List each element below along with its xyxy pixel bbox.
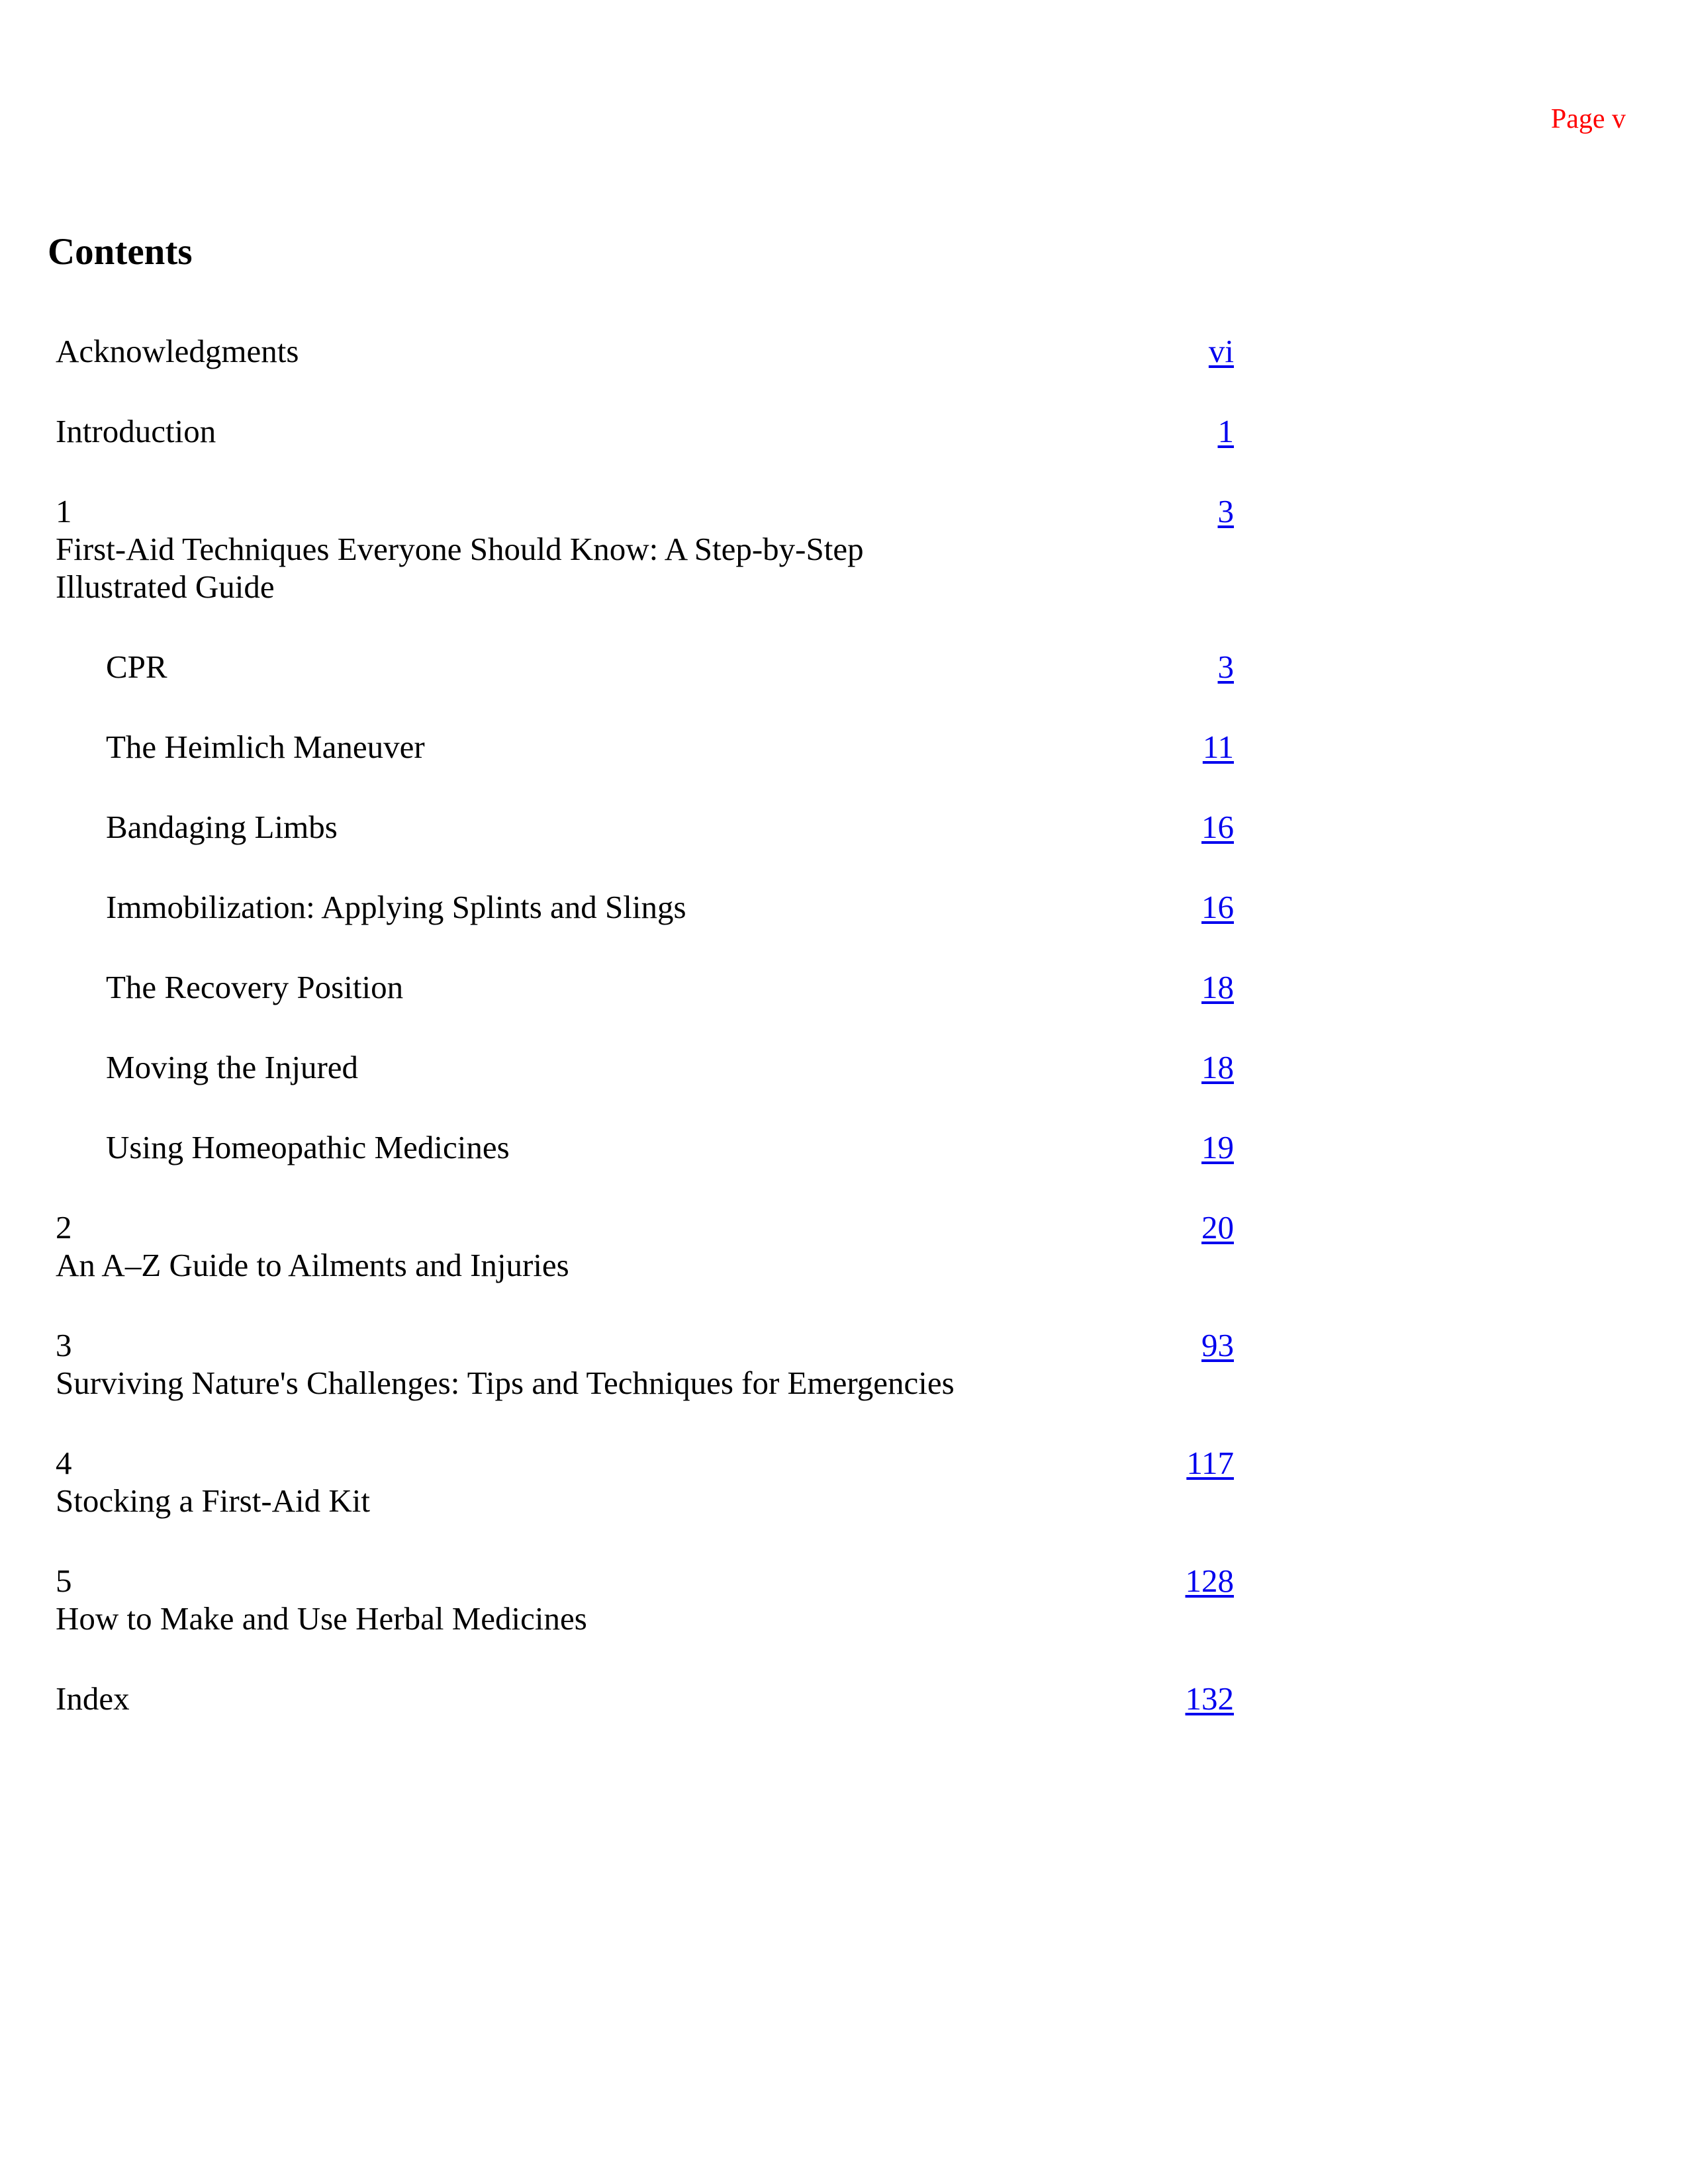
toc-title-cell [56, 1562, 1099, 1680]
page-link[interactable]: 117 [1186, 1445, 1234, 1481]
entry-title: Moving the Injured [106, 1049, 359, 1085]
toc-title-cell [56, 1680, 1099, 1717]
toc-page-cell [1099, 1048, 1234, 1128]
page-link[interactable]: 19 [1201, 1129, 1234, 1165]
toc-title-cell [56, 332, 1099, 412]
toc-title-cell [56, 412, 1099, 492]
toc-title-cell [56, 1048, 1099, 1128]
toc-page-cell [1099, 648, 1234, 728]
toc-page-cell [1099, 808, 1234, 888]
toc-page-cell [1099, 1562, 1234, 1680]
chapter-title: Surviving Nature's Challenges: Tips and Techniques for Emergencies [56, 1365, 955, 1401]
chapter-number: 2 [56, 1209, 72, 1246]
chapter-number: 5 [56, 1563, 72, 1599]
entry-title: Immobilization: Applying Splints and Slings [106, 889, 686, 925]
toc-section-entry [56, 1048, 1234, 1128]
toc-entry [56, 412, 1234, 492]
page-link[interactable]: 3 [1217, 493, 1234, 529]
toc-section-entry [56, 888, 1234, 968]
toc-page-cell [1099, 1680, 1234, 1717]
toc-page-cell [1099, 332, 1234, 412]
toc-entries [56, 332, 1234, 1717]
page-link[interactable]: 20 [1201, 1209, 1234, 1246]
chapter-title: How to Make and Use Herbal Medicines [56, 1600, 587, 1637]
toc-page-cell [1099, 1444, 1234, 1562]
chapter-title: An A–Z Guide to Ailments and Injuries [56, 1247, 569, 1283]
toc-title-cell [56, 728, 1099, 808]
page-number-label: Page v [1550, 104, 1626, 134]
toc-entry [56, 1680, 1234, 1717]
chapter-title: First-Aid Techniques Everyone Should Know: A Step-by-Step Illustrated Guide [56, 531, 864, 605]
contents-heading: Contents [48, 231, 193, 273]
toc-page-cell [1099, 888, 1234, 968]
toc-title-cell [56, 968, 1099, 1048]
page-link[interactable]: 128 [1185, 1563, 1234, 1599]
toc-title-cell [56, 1208, 1099, 1326]
page-link[interactable]: 16 [1201, 889, 1234, 925]
entry-title: Acknowledgments [56, 333, 299, 369]
toc-title-cell [56, 1128, 1099, 1208]
entry-title: CPR [106, 649, 167, 685]
toc-page-cell [1099, 728, 1234, 808]
toc-section-entry [56, 1128, 1234, 1208]
toc-title-cell [56, 1326, 1099, 1444]
page-link[interactable]: 16 [1201, 809, 1234, 845]
table-of-contents [56, 332, 1234, 1717]
chapter-number: 1 [56, 493, 72, 529]
toc-page-cell [1099, 1326, 1234, 1444]
toc-title-cell [56, 888, 1099, 968]
entry-title: Using Homeopathic Medicines [106, 1129, 510, 1165]
entry-title: The Heimlich Maneuver [106, 729, 425, 765]
toc-page-cell [1099, 1208, 1234, 1326]
page-link[interactable]: 93 [1201, 1327, 1234, 1363]
toc-title-cell [56, 1444, 1099, 1562]
page-link[interactable]: 1 [1217, 413, 1234, 449]
page-link[interactable]: 18 [1201, 969, 1234, 1005]
toc-title-cell [56, 492, 1099, 648]
toc-page-cell [1099, 412, 1234, 492]
toc-chapter-entry [56, 1208, 1234, 1326]
toc-page-cell [1099, 492, 1234, 648]
toc-entry [56, 332, 1234, 412]
toc-page-cell [1099, 1128, 1234, 1208]
toc-section-entry [56, 968, 1234, 1048]
page-link[interactable]: vi [1208, 333, 1234, 369]
chapter-number: 4 [56, 1445, 72, 1481]
toc-chapter-entry [56, 1444, 1234, 1562]
entry-title: The Recovery Position [106, 969, 404, 1005]
toc-title-cell [56, 648, 1099, 728]
page-link[interactable]: 3 [1217, 649, 1234, 685]
chapter-number: 3 [56, 1327, 72, 1363]
entry-title: Bandaging Limbs [106, 809, 338, 845]
chapter-title: Stocking a First-Aid Kit [56, 1482, 371, 1519]
toc-chapter-entry [56, 1326, 1234, 1444]
toc-section-entry [56, 728, 1234, 808]
toc-section-entry [56, 808, 1234, 888]
toc-chapter-entry [56, 1562, 1234, 1680]
toc-title-cell [56, 808, 1099, 888]
page-link[interactable]: 18 [1201, 1049, 1234, 1085]
toc-page-cell [1099, 968, 1234, 1048]
page-link[interactable]: 11 [1202, 729, 1234, 765]
page-link[interactable]: 132 [1185, 1680, 1234, 1717]
toc-chapter-entry [56, 492, 1234, 648]
entry-title: Introduction [56, 413, 216, 449]
entry-title: Index [56, 1680, 130, 1717]
toc-section-entry [56, 648, 1234, 728]
